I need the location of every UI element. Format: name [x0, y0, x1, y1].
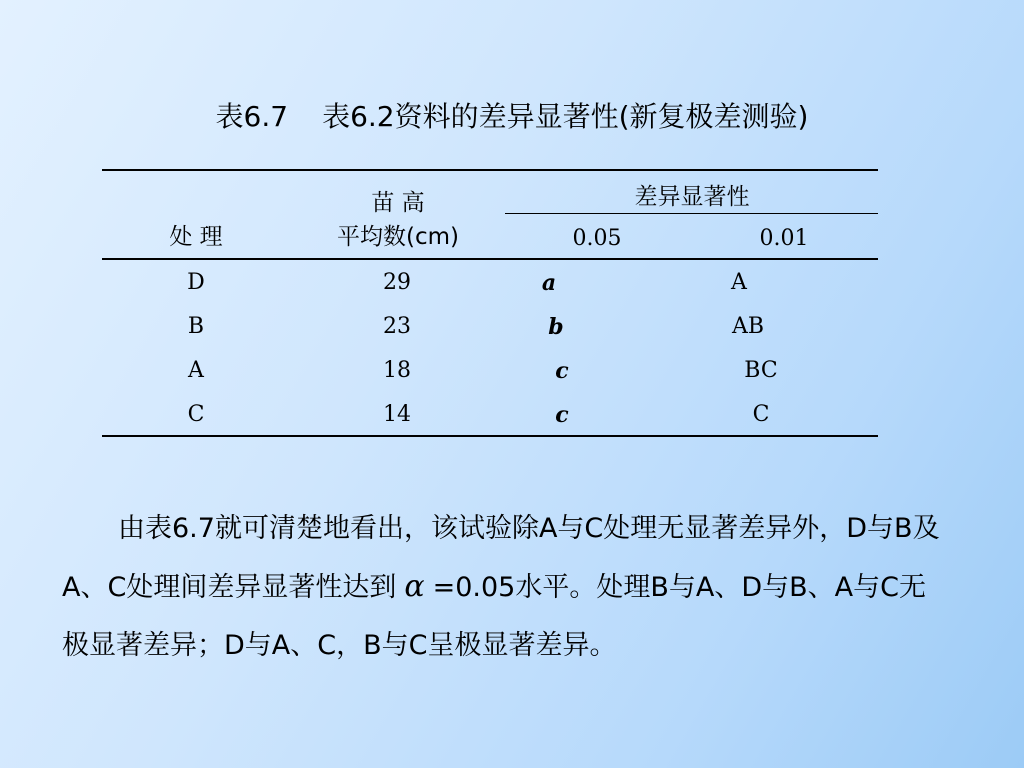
title-table-number: 表6.7 — [215, 100, 289, 133]
row-4-sig-001: C — [752, 402, 770, 427]
table-bottom-rule — [102, 435, 878, 437]
table-significance-rule — [505, 213, 878, 214]
header-level-001: 0.01 — [759, 226, 809, 251]
row-3-sig-001: BC — [744, 358, 778, 383]
row-4-sig-005: c — [555, 402, 569, 428]
row-3-mean: 18 — [383, 358, 411, 383]
header-height-line1: 苗 高 — [371, 190, 425, 216]
row-1-mean: 29 — [383, 270, 411, 295]
row-4-mean: 14 — [383, 402, 411, 427]
header-level-005: 0.05 — [572, 226, 622, 251]
row-2-sig-001: AB — [731, 314, 765, 339]
title-table-caption: 表6.2资料的差异显著性(新复极差测验) — [322, 100, 809, 133]
row-3-treatment: A — [188, 358, 204, 383]
row-1-sig-005: a — [541, 270, 557, 296]
conclusion-paragraph — [62, 500, 952, 675]
header-height-line2: 平均数(cm) — [337, 224, 459, 250]
page-title — [0, 95, 1024, 135]
header-significance: 差异显著性 — [634, 184, 750, 210]
alpha-symbol: α — [404, 569, 425, 604]
row-4-treatment: C — [187, 402, 205, 427]
table-top-rule — [102, 169, 878, 171]
row-2-treatment: B — [187, 314, 205, 339]
row-2-sig-005: b — [548, 314, 564, 340]
row-3-sig-005: c — [555, 358, 569, 384]
header-treatment: 处 理 — [169, 224, 223, 250]
paragraph-text-after-alpha: =0.05水平。处理B与A、D与B、A与C无极显著差异；D与A、C，B与C呈极显著差异。 — [62, 572, 926, 661]
row-1-treatment: D — [187, 270, 205, 295]
row-2-mean: 23 — [383, 314, 411, 339]
table-header-rule — [102, 258, 878, 260]
paragraph-text-before-alpha: 由表6.7就可清楚地看出，该试验除A与C处理无显著差异外，D与B及A、C处理间差异显著性达到 — [62, 513, 940, 603]
row-1-sig-001: A — [731, 270, 747, 295]
